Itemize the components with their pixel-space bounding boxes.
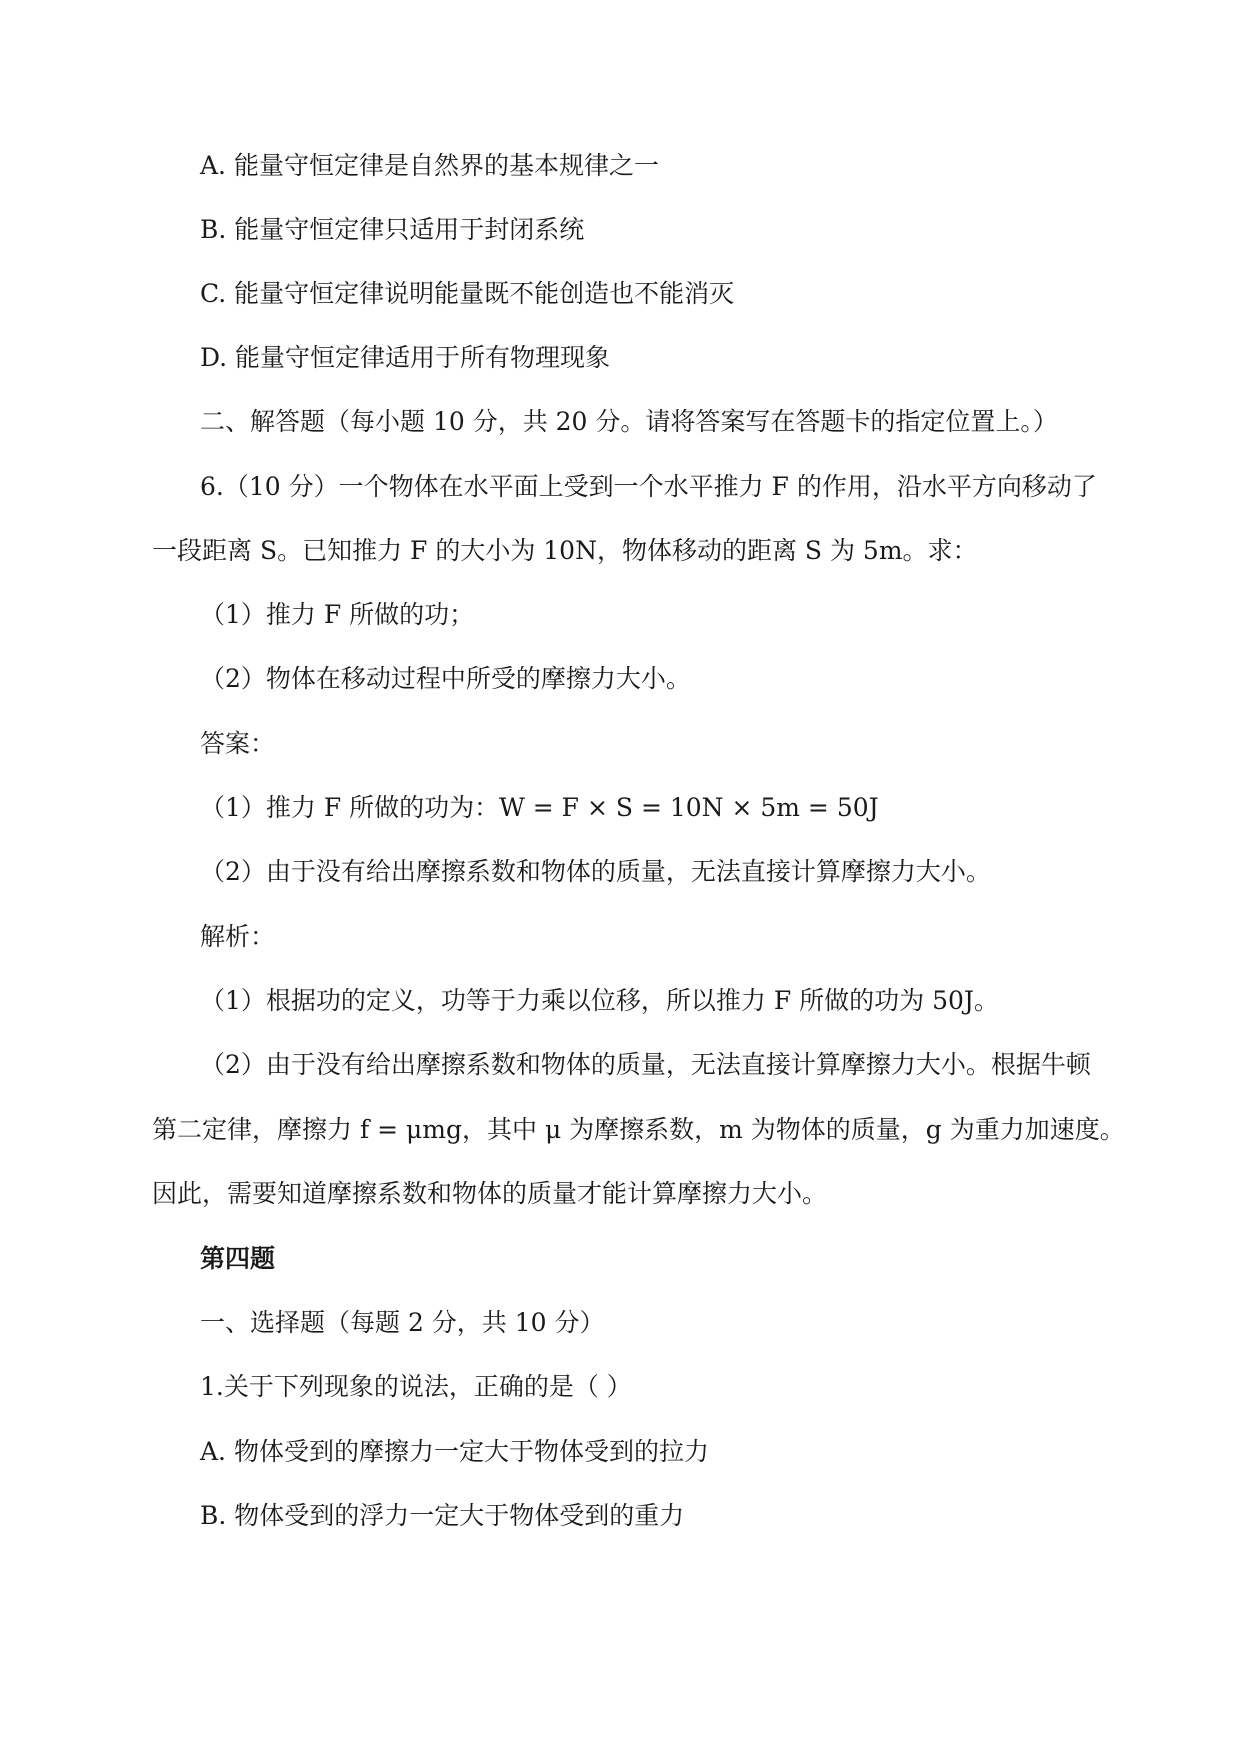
analysis-label: 解析： [200,922,276,951]
option-c-line: C. 能量守恒定律说明能量既不能创造也不能消灭 [200,279,735,308]
analysis-1: （1）根据功的定义，功等于力乘以位移，所以推力 F 所做的功为 50J。 [200,986,999,1015]
answer-2: （2）由于没有给出摩擦系数和物体的质量，无法直接计算摩擦力大小。 [200,857,991,886]
choice-section-heading: 一、选择题（每题 2 分，共 10 分） [200,1308,605,1337]
question-6-line-2: 一段距离 S。已知推力 F 的大小为 10N，物体移动的距离 S 为 5m。求： [152,536,978,565]
option-d-line: D. 能量守恒定律适用于所有物理现象 [200,343,611,372]
q1-option-a: A. 物体受到的摩擦力一定大于物体受到的拉力 [200,1437,709,1466]
answer-label: 答案： [200,729,276,758]
q1-option-b: B. 物体受到的浮力一定大于物体受到的重力 [200,1501,685,1530]
analysis-2-line-2: 第二定律，摩擦力 f = μmg，其中 μ 为摩擦系数，m 为物体的质量，g 为重力加速度。 [152,1115,1125,1144]
question-1: 1.关于下列现象的说法，正确的是（ ） [200,1372,632,1401]
answer-1: （1）推力 F 所做的功为：W = F × S = 10N × 5m = 50J [200,793,879,822]
problem-4-title: 第四题 [200,1244,276,1273]
question-6-line-1: 6.（10 分）一个物体在水平面上受到一个水平推力 F 的作用，沿水平方向移动了 [200,472,1097,501]
analysis-2-line-3: 因此，需要知道摩擦系数和物体的质量才能计算摩擦力大小。 [152,1179,828,1208]
option-b-line: B. 能量守恒定律只适用于封闭系统 [200,215,585,244]
option-a-line: A. 能量守恒定律是自然界的基本规律之一 [200,151,659,180]
analysis-2-line-1: （2）由于没有给出摩擦系数和物体的质量，无法直接计算摩擦力大小。根据牛顿 [200,1050,1091,1079]
section-heading: 二、解答题（每小题 10 分，共 20 分。请将答案写在答题卡的指定位置上。） [200,407,1058,436]
sub-question-2: （2）物体在移动过程中所受的摩擦力大小。 [200,664,691,693]
sub-question-1: （1）推力 F 所做的功； [200,600,475,629]
